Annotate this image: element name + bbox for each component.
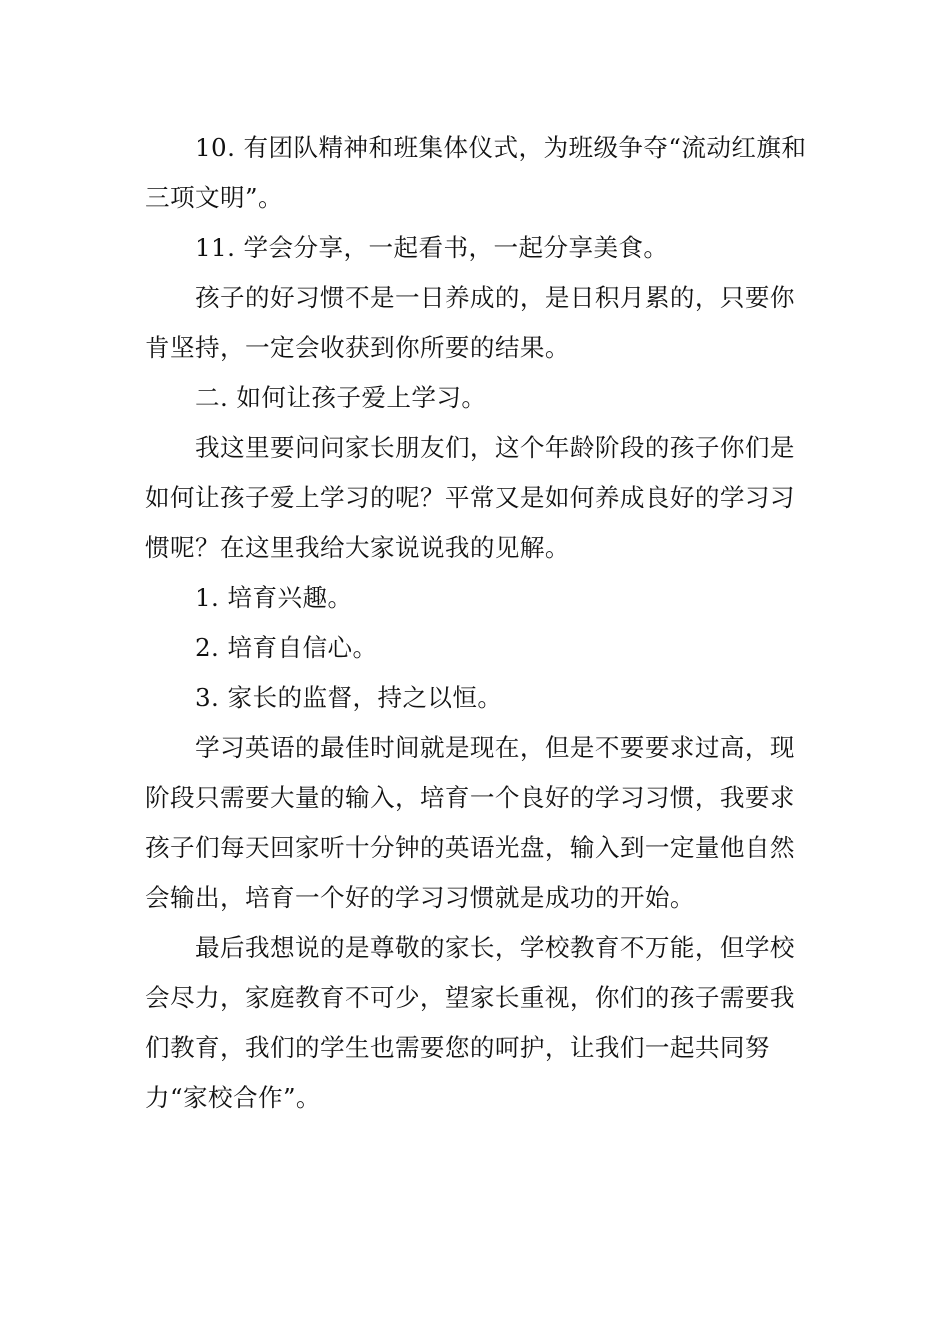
paragraph-english-learning: 学习英语的最佳时间就是现在，但是不要要求过高，现阶段只需要大量的输入，培育一个良好的学习习惯，我要求孩子们每天回家听十分钟的英语光盘，输入到一定量他自然会输出，培育一个好的学习习惯就是成功的开始。 <box>145 733 795 912</box>
list-item-confidence: 2. 培育自信心。 <box>195 633 378 662</box>
list-item-interest: 1. 培育兴趣。 <box>195 583 353 612</box>
document-body <box>145 123 807 1123</box>
paragraph-closing: 最后我想说的是尊敬的家长，学校教育不万能，但学校会尽力，家庭教育不可少，望家长重视，你们的孩子需要我们教育，我们的学生也需要您的呵护，让我们一起共同努力“家校合作”。 <box>145 933 795 1112</box>
paragraph-habits-summary: 孩子的好习惯不是一日养成的，是日积月累的，只要你肯坚持，一定会收获到你所要的结果。 <box>145 283 795 362</box>
section-heading-learning: 二. 如何让孩子爱上学习。 <box>195 383 487 412</box>
paragraph-item-11: 11. 学会分享，一起看书，一起分享美食。 <box>195 233 669 262</box>
paragraph-question-parents: 我这里要问问家长朋友们，这个年龄阶段的孩子你们是如何让孩子爱上学习的呢？平常又是如何养成良好的学习习惯呢？在这里我给大家说说我的见解。 <box>145 433 795 562</box>
list-item-supervision: 3. 家长的监督，持之以恒。 <box>195 683 503 712</box>
paragraph-item-10: 10. 有团队精神和班集体仪式，为班级争夺“流动红旗和三项文明”。 <box>145 133 807 212</box>
